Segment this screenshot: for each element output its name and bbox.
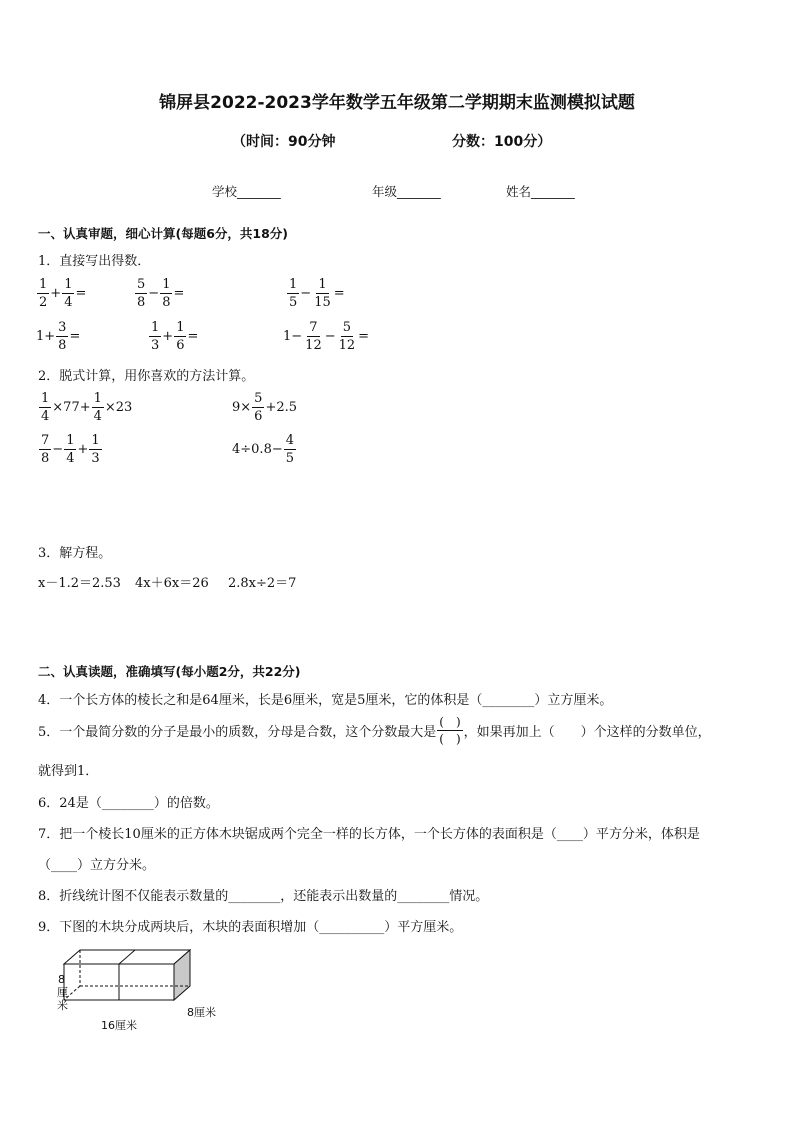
q1-item-5: $\frac{1}{3}$ + $\frac{1}{6}$ =	[151, 320, 199, 353]
section-2-heading: 二、认真读题，准确填写(每小题2分，共22分)	[38, 664, 301, 679]
exam-score: 分数：100分）	[452, 134, 552, 150]
q1-item-3: $\frac{1}{5}$ − $\frac{1}{15}$ =	[289, 277, 345, 310]
page-title: 锦屏县2022-2023学年数学五年级第二学期期末监测模拟试题	[159, 93, 635, 113]
question-1: 1．直接写出得数．	[38, 254, 151, 269]
question-3: 3．解方程。	[38, 546, 112, 561]
q1-item-2: $\frac{5}{8}$ − $\frac{1}{8}$ =	[137, 277, 185, 310]
grade-field[interactable]: 年级_______	[372, 184, 441, 199]
q1-item-6: 1− $\frac{7}{12}$ − $\frac{5}{12}$ =	[283, 320, 370, 353]
name-field[interactable]: 姓名_______	[506, 184, 575, 199]
question-5-cont: 就得到1．	[38, 764, 99, 779]
school-field[interactable]: 学校_______	[212, 184, 281, 199]
cuboid-figure	[55, 945, 230, 1040]
q3-equation-1: x－1.2＝2.53	[38, 576, 121, 591]
question-4: 4．一个长方体的棱长之和是64厘米，长是6厘米，宽是5厘米，它的体积是（________）立方厘米。	[38, 693, 613, 708]
figure-height-value: 8	[58, 973, 65, 986]
exam-time: （时间：90分钟	[232, 134, 336, 150]
question-6: 6．24是（________）的倍数。	[38, 796, 219, 811]
question-8: 8．折线统计图不仅能表示数量的________，还能表示出数量的________情况。	[38, 889, 489, 904]
q2-expr-4: 4÷0.8− $\frac{4}{5}$	[232, 433, 295, 466]
q3-equation-3: 2.8x÷2＝7	[228, 576, 297, 591]
figure-width-label: 8厘米	[187, 1006, 216, 1019]
q2-expr-1: $\frac{1}{4}$ ×77+ $\frac{1}{4}$ ×23	[41, 391, 133, 424]
question-7-cont: （____）立方分米。	[38, 858, 156, 873]
figure-length-label: 16厘米	[101, 1019, 137, 1032]
question-7: 7．把一个棱长10厘米的正方体木块锯成两个完全一样的长方体，一个长方体的表面积是（____）平方分米，体积是	[38, 827, 700, 842]
q2-expr-3: $\frac{7}{8}$ − $\frac{1}{4}$ + $\frac{1}{3}$	[41, 433, 100, 466]
figure-height-unit: 厘米	[57, 986, 68, 1012]
section-1-heading: 一、认真审题，细心计算(每题6分，共18分)	[38, 226, 289, 241]
question-9: 9．下图的木块分成两块后，木块的表面积增加（__________）平方厘米。	[38, 920, 463, 935]
question-2: 2．脱式计算，用你喜欢的方法计算。	[38, 369, 255, 384]
q1-item-1: $\frac{1}{2}$ + $\frac{1}{4}$ =	[39, 277, 87, 310]
question-5: 5．一个最简分数的分子是最小的质数，分母是合数，这个分数最大是 $\frac{( )}{( )}$ ，如果再加上（ ）个这样的分数单位，	[38, 715, 711, 746]
q1-item-4: 1+ $\frac{3}{8}$ =	[36, 320, 81, 353]
q2-expr-2: 9× $\frac{5}{6}$ +2.5	[232, 391, 298, 424]
q3-equation-2: 4x＋6x＝26	[135, 576, 209, 591]
